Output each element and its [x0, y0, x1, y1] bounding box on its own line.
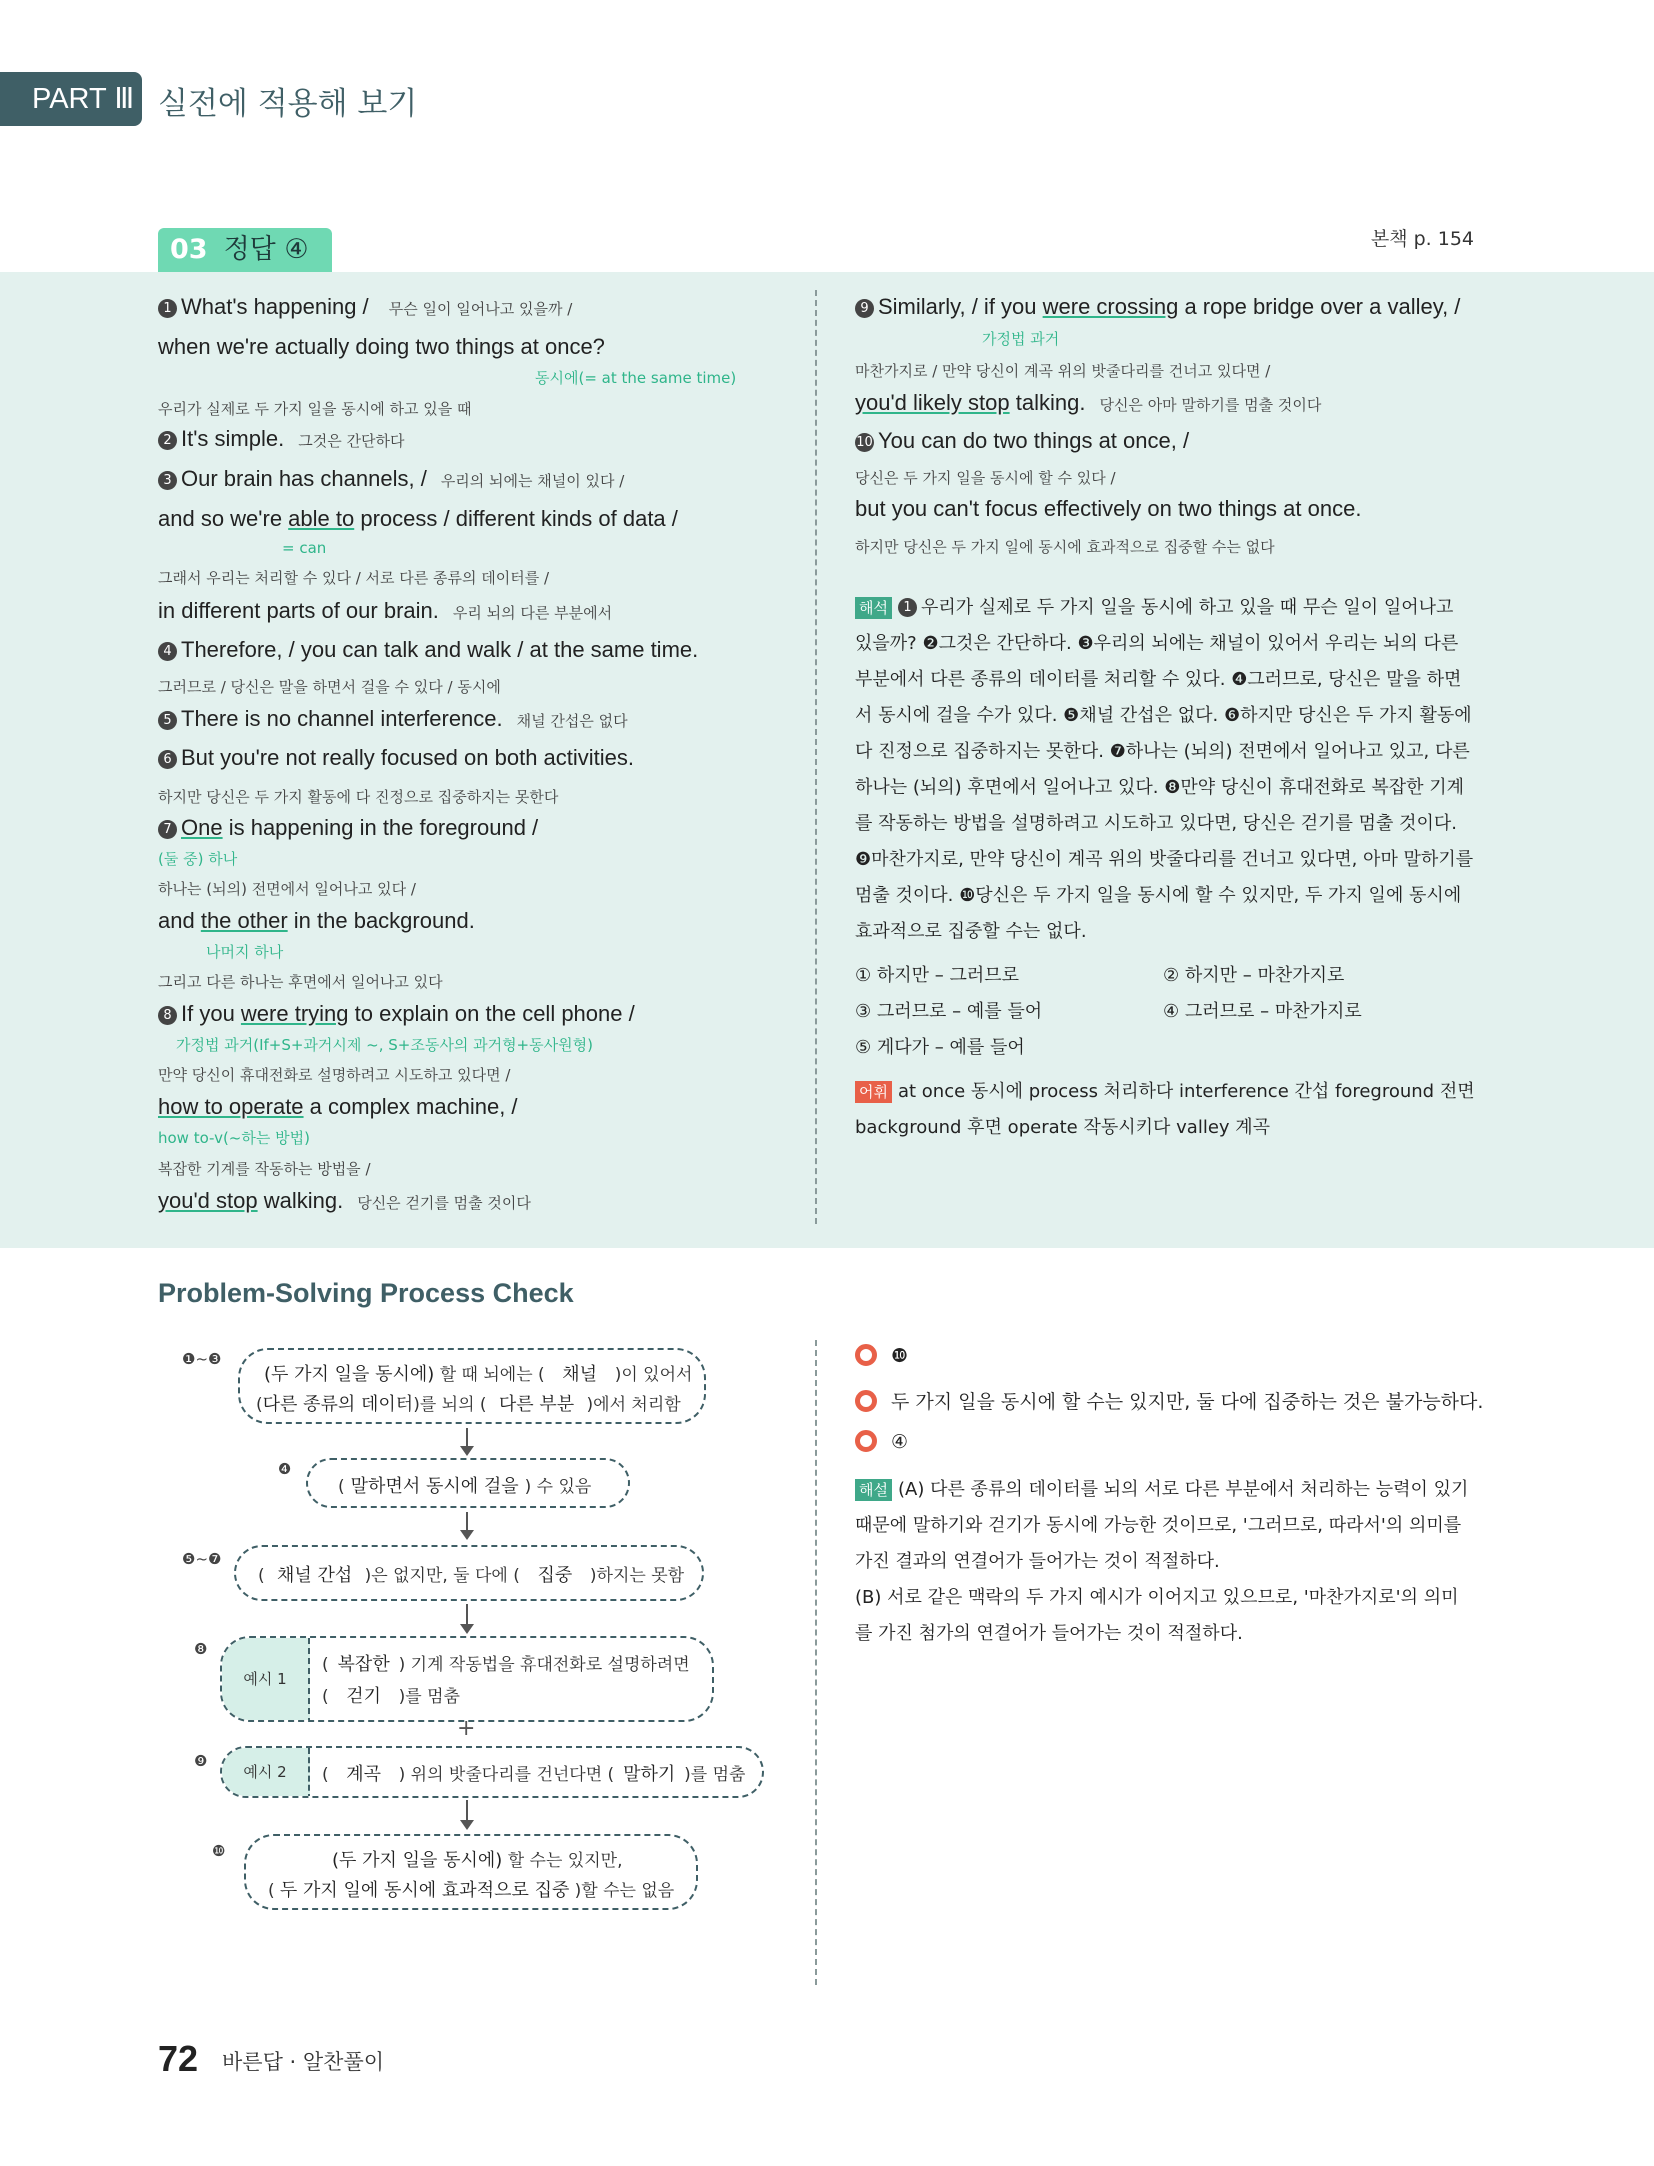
step-text: 두 가지 일을 동시에 할 수는 있지만, 둘 다에 집중하는 것은 불가능하다.	[891, 1391, 1484, 1413]
sentence-text: to explain on the cell phone /	[348, 1001, 635, 1026]
number-icon: 5	[158, 711, 177, 730]
flow-text: ) 기계 작동법을 휴대전화로 설명하려면	[398, 1655, 690, 1675]
sentence-8a	[158, 1001, 635, 1027]
sentence-9a	[855, 294, 1460, 320]
process-check-title: Problem-Solving Process Check	[158, 1278, 574, 1308]
flow-text: 할 때 뇌에는 (	[434, 1365, 545, 1385]
sentence-8b	[158, 1094, 518, 1120]
sentence-9b	[855, 390, 1321, 416]
number-icon: 10	[856, 435, 873, 450]
flow-label: ❾	[194, 1752, 208, 1770]
option-5: ⑤ 게다가 – 예를 들어	[855, 1037, 1025, 1058]
full-translation	[855, 590, 1475, 950]
number-icon: 9	[855, 299, 874, 318]
underlined-phrase: were crossing	[1042, 294, 1179, 319]
flow-text: )를 뇌의 (	[413, 1395, 487, 1415]
sentence-text: process / different kinds of data /	[354, 506, 678, 531]
sentence-translation: 그것은 간단하다	[298, 432, 405, 450]
flow-label: ❹	[278, 1460, 292, 1478]
flow-box-1	[238, 1348, 706, 1424]
sentence-text: but you can't focus effectively on two things at once.	[855, 496, 1362, 521]
flow-row	[264, 1360, 692, 1386]
sentence-7b	[158, 908, 475, 934]
sentence-text: If you	[181, 1001, 241, 1026]
flow-text: (	[268, 1881, 275, 1901]
sentence-text: when we're actually doing two things at once?	[158, 334, 605, 359]
flow-blank: 집중	[537, 1565, 573, 1586]
flow-text: (두 가지 일을 동시에)	[264, 1364, 435, 1385]
number-icon: 2	[158, 431, 177, 450]
flow-text: )이 있어서	[614, 1365, 693, 1385]
flow-blank: 말하면서 동시에 걸을	[350, 1476, 519, 1497]
sentence-text: Therefore, / you can talk and walk / at the same time.	[181, 637, 699, 662]
flow-row	[322, 1760, 745, 1786]
sentence-text: Our brain has channels, /	[181, 466, 427, 491]
vocabulary	[855, 1074, 1475, 1146]
sentence-translation: 그리고 다른 하나는 후면에서 일어나고 있다	[158, 973, 443, 991]
translation-text: 우리가 실제로 두 가지 일을 동시에 하고 있을 때 무슨 일이 일어나고 있을까? ❷그것은 간단하다. ❸우리의 뇌에는 채널이 있어서 우리는 뇌의 다른 부분에서 다른 종류의 데이터를 처리할 수 있다. ❹그러므로, 당신은 말을 하면서 동시에 걸을 수가 있다. ❺채널 간섭은 없다. ❻하지만 당신은 두 가지 활동에 다 진정으로 집중하지는 못한다. ❼하나는 (뇌의) 전면에서 일어나고 있고, 다른 하나는 (뇌의) 후면에서 일어나고 있다. ❽만약 당신이 휴대전화로 복잡한 기계를 작동하는 방법을 설명하려고 시도하고 있다면, 당신은 걷기를 멈출 것이다. ❾마찬가지로, 만약 당신이 계곡 위의 밧줄다리를 건너고 있다면, 아마 말하기를 멈출 것이다. ❿당신은 두 가지 일을 동시에 할 수 있지만, 두 가지 일에 동시에 효과적으로 집중할 수는 없다.	[855, 597, 1474, 942]
example-cell: 예시 1	[222, 1638, 310, 1722]
number-icon: 6	[158, 750, 177, 769]
grammar-note: (둘 중) 하나	[158, 850, 238, 868]
question-number: 03	[170, 234, 208, 265]
flow-blank: 복잡한	[337, 1654, 390, 1675]
flow-box-3	[234, 1545, 704, 1601]
flow-row	[322, 1682, 460, 1708]
example-cell: 예시 2	[222, 1748, 310, 1798]
sentence-3a	[158, 466, 624, 492]
ring-icon	[855, 1430, 877, 1452]
flow-blank: 다른 종류의 데이터	[262, 1394, 414, 1415]
sentence-text: It's simple.	[181, 426, 285, 451]
flow-row	[322, 1650, 690, 1676]
sentence-translation: 우리 뇌의 다른 부분에서	[452, 604, 613, 622]
flow-box-5	[220, 1746, 764, 1798]
flow-text: )를 멈춤	[398, 1687, 460, 1707]
sentence-translation: 하나는 (뇌의) 전면에서 일어나고 있다 /	[158, 880, 416, 898]
book-name: 바른답 · 알찬풀이	[222, 2050, 385, 2074]
vocab-tag: 어휘	[855, 1081, 892, 1103]
flow-text: (	[322, 1655, 329, 1675]
flow-text: 할 수는 있지만,	[502, 1851, 623, 1871]
sentence-text: is happening in the foreground /	[222, 815, 539, 840]
sentence-3b	[158, 506, 678, 532]
sentence-text: in the background.	[287, 908, 475, 933]
sentence-text: in different parts of our brain.	[158, 598, 439, 623]
number-icon: 1	[898, 598, 917, 617]
sentence-text: talking.	[1009, 390, 1086, 415]
sentence-text: walking.	[257, 1188, 344, 1213]
option-2: ② 하지만 – 마찬가지로	[1163, 965, 1345, 986]
step-text: ④	[891, 1431, 909, 1453]
number-icon: 4	[158, 642, 177, 661]
flow-arrow	[466, 1800, 468, 1828]
flow-label: ❿	[212, 1842, 226, 1860]
grammar-note: 가정법 과거	[982, 330, 1060, 348]
sentence-translation: 하지만 당신은 두 가지 일에 동시에 효과적으로 집중할 수는 없다	[855, 538, 1275, 556]
sentence-text: and	[158, 908, 201, 933]
translation-tag: 해석	[855, 597, 892, 619]
sentence-translation: 우리가 실제로 두 가지 일을 동시에 하고 있을 때	[158, 400, 472, 418]
explanation-text: (A) 다른 종류의 데이터를 뇌의 서로 다른 부분에서 처리하는 능력이 있기 때문에 말하기와 걷기가 동시에 가능한 것이므로, '그러므로, 따라서'의 의미를 가진 결과의 연결어가 들어가는 것이 적절하다.	[855, 1479, 1469, 1572]
sentence-translation: 채널 간섭은 없다	[516, 712, 628, 730]
sentence-text: Similarly, / if you	[878, 294, 1043, 319]
flow-text: ) 위의 밧줄다리를 건넌다면 (	[398, 1765, 615, 1785]
flow-text: )하지는 못함	[589, 1566, 685, 1586]
grammar-note: 나머지 하나	[206, 943, 284, 961]
sentence-7a	[158, 815, 538, 841]
flow-text: )에서 처리함	[586, 1395, 681, 1415]
option-3: ③ 그러므로 – 예를 들어	[855, 1001, 1043, 1022]
column-divider	[815, 290, 817, 1224]
sentence-text: a complex machine, /	[303, 1094, 518, 1119]
number-icon: 3	[158, 471, 177, 490]
grammar-note: = can	[282, 539, 327, 557]
sentence-2	[158, 426, 404, 452]
flow-text: )할 수는 없음	[574, 1881, 675, 1901]
flow-text: )를 멈춤	[684, 1765, 746, 1785]
underlined-phrase: how to operate	[158, 1094, 304, 1119]
sentence-translation: 그래서 우리는 처리할 수 있다 / 서로 다른 종류의 데이터를 /	[158, 569, 550, 587]
sentence-3c	[158, 598, 612, 624]
sentence-translation: 만약 당신이 휴대전화로 설명하려고 시도하고 있다면 /	[158, 1066, 511, 1084]
flow-blank: 계곡	[346, 1764, 382, 1785]
underlined-phrase: you'd likely stop	[855, 390, 1010, 415]
part-title: 실전에 적용해 보기	[158, 86, 418, 122]
number-icon: 1	[158, 299, 177, 318]
flow-text: (	[258, 1566, 265, 1586]
sentence-text: But you're not really focused on both activities.	[181, 745, 635, 770]
flow-arrow	[466, 1604, 468, 1632]
grammar-note: how to-v(~하는 방법)	[158, 1129, 310, 1147]
process-step-3	[855, 1430, 908, 1453]
part-tab: PART Ⅲ	[0, 72, 142, 126]
flow-text: (	[256, 1395, 263, 1415]
flow-blank: 걷기	[346, 1686, 382, 1707]
option-1: ① 하지만 – 그러므로	[855, 965, 1020, 986]
sentence-5	[158, 706, 628, 732]
flow-row	[332, 1846, 622, 1872]
grammar-note: 동시에(= at the same time)	[535, 369, 737, 387]
sentence-translation: 당신은 두 가지 일을 동시에 할 수 있다 /	[855, 469, 1116, 487]
ring-icon	[855, 1344, 877, 1366]
flow-box-6	[244, 1834, 698, 1910]
process-explanation	[855, 1472, 1475, 1652]
explanation-tag: 해설	[855, 1479, 892, 1501]
underlined-phrase: able to	[288, 506, 355, 531]
plus-icon: +	[457, 1716, 476, 1741]
sentence-translation: 무슨 일이 일어나고 있을까 /	[388, 300, 573, 318]
column-divider	[815, 1340, 817, 1985]
ring-icon	[855, 1390, 877, 1412]
page-number: 72	[158, 2038, 199, 2079]
option-4: ④ 그러므로 – 마찬가지로	[1163, 1001, 1362, 1022]
underlined-phrase: were trying	[240, 1001, 349, 1026]
sentence-text: and so we're	[158, 506, 289, 531]
number-icon: 7	[158, 820, 177, 839]
flow-blank: 다른 부분	[498, 1394, 575, 1415]
flow-blank: 두 가지 일에 동시에 효과적으로 집중	[279, 1880, 570, 1901]
sentence-text: What's happening /	[181, 294, 375, 319]
sentence-translation: 당신은 걷기를 멈출 것이다	[357, 1194, 531, 1212]
sentence-text: a rope bridge over a valley, /	[1178, 294, 1461, 319]
sentence-translation: 마찬가지로 / 만약 당신이 계곡 위의 밧줄다리를 건너고 있다면 /	[855, 362, 1271, 380]
explanation-text: (B) 서로 같은 맥락의 두 가지 예시가 이어지고 있으므로, '마찬가지로'의 의미를 가진 첨가의 연결어가 들어가는 것이 적절하다.	[855, 1587, 1459, 1644]
sentence-translation: 그러므로 / 당신은 말을 하면서 걸을 수 있다 / 동시에	[158, 678, 501, 696]
sentence-text: There is no channel interference.	[181, 706, 503, 731]
answer-badge	[158, 228, 332, 272]
step-text: ❿	[891, 1345, 909, 1367]
sentence-text: You can do two things at once, /	[878, 428, 1190, 453]
flow-label: ❶~❸	[182, 1350, 222, 1368]
flow-text: )은 없지만, 둘 다에 (	[364, 1566, 520, 1586]
number-icon: 8	[158, 1006, 177, 1025]
underlined-phrase: you'd stop	[158, 1188, 258, 1213]
flow-box-2	[306, 1458, 630, 1508]
flow-row	[268, 1876, 674, 1902]
grammar-note: 가정법 과거(If+S+과거시제 ~, S+조동사의 과거형+동사원형)	[176, 1036, 593, 1054]
flow-text: (	[322, 1687, 329, 1707]
flow-row	[258, 1561, 684, 1587]
process-step-2	[855, 1387, 1483, 1414]
sentence-translation: 하지만 당신은 두 가지 활동에 다 진정으로 집중하지는 못한다	[158, 788, 559, 806]
sentence-6	[158, 745, 634, 771]
sentence-1a	[158, 294, 572, 320]
flow-text: (	[338, 1477, 345, 1497]
sentence-translation: 우리의 뇌에는 채널이 있다 /	[440, 472, 625, 490]
vocab-text: at once 동시에 process 처리하다 interference 간섭 foreground 전면 background 후면 operate 작동시키다 valley 계곡	[855, 1081, 1475, 1138]
sentence-10a	[855, 428, 1189, 454]
answer-label: 정답 ④	[223, 234, 309, 265]
sentence-8c	[158, 1188, 531, 1214]
flow-label: ❽	[194, 1640, 208, 1658]
flow-box-4	[220, 1636, 714, 1722]
underlined-phrase: the other	[200, 908, 288, 933]
process-step-1	[855, 1344, 908, 1367]
sentence-1b	[158, 334, 605, 360]
flow-label: ❺~❼	[182, 1550, 222, 1568]
flow-row	[256, 1390, 681, 1416]
sentence-4	[158, 637, 698, 663]
flow-text: (	[322, 1765, 329, 1785]
flow-row	[338, 1472, 591, 1498]
page-reference: 본책 p. 154	[1370, 228, 1474, 250]
sentence-10b	[855, 496, 1361, 522]
flow-text: (두 가지 일을 동시에)	[332, 1850, 503, 1871]
sentence-translation: 복잡한 기계를 작동하는 방법을 /	[158, 1160, 371, 1178]
flow-blank: 말하기	[623, 1764, 676, 1785]
flow-blank: 채널 간섭	[277, 1565, 353, 1586]
flow-arrow	[466, 1428, 468, 1454]
sentence-translation: 당신은 아마 말하기를 멈출 것이다	[1099, 396, 1322, 414]
flow-blank: 채널	[562, 1364, 598, 1385]
flow-text: ) 수 있음	[524, 1477, 592, 1497]
underlined-phrase: One	[181, 815, 223, 840]
flow-arrow	[466, 1512, 468, 1538]
